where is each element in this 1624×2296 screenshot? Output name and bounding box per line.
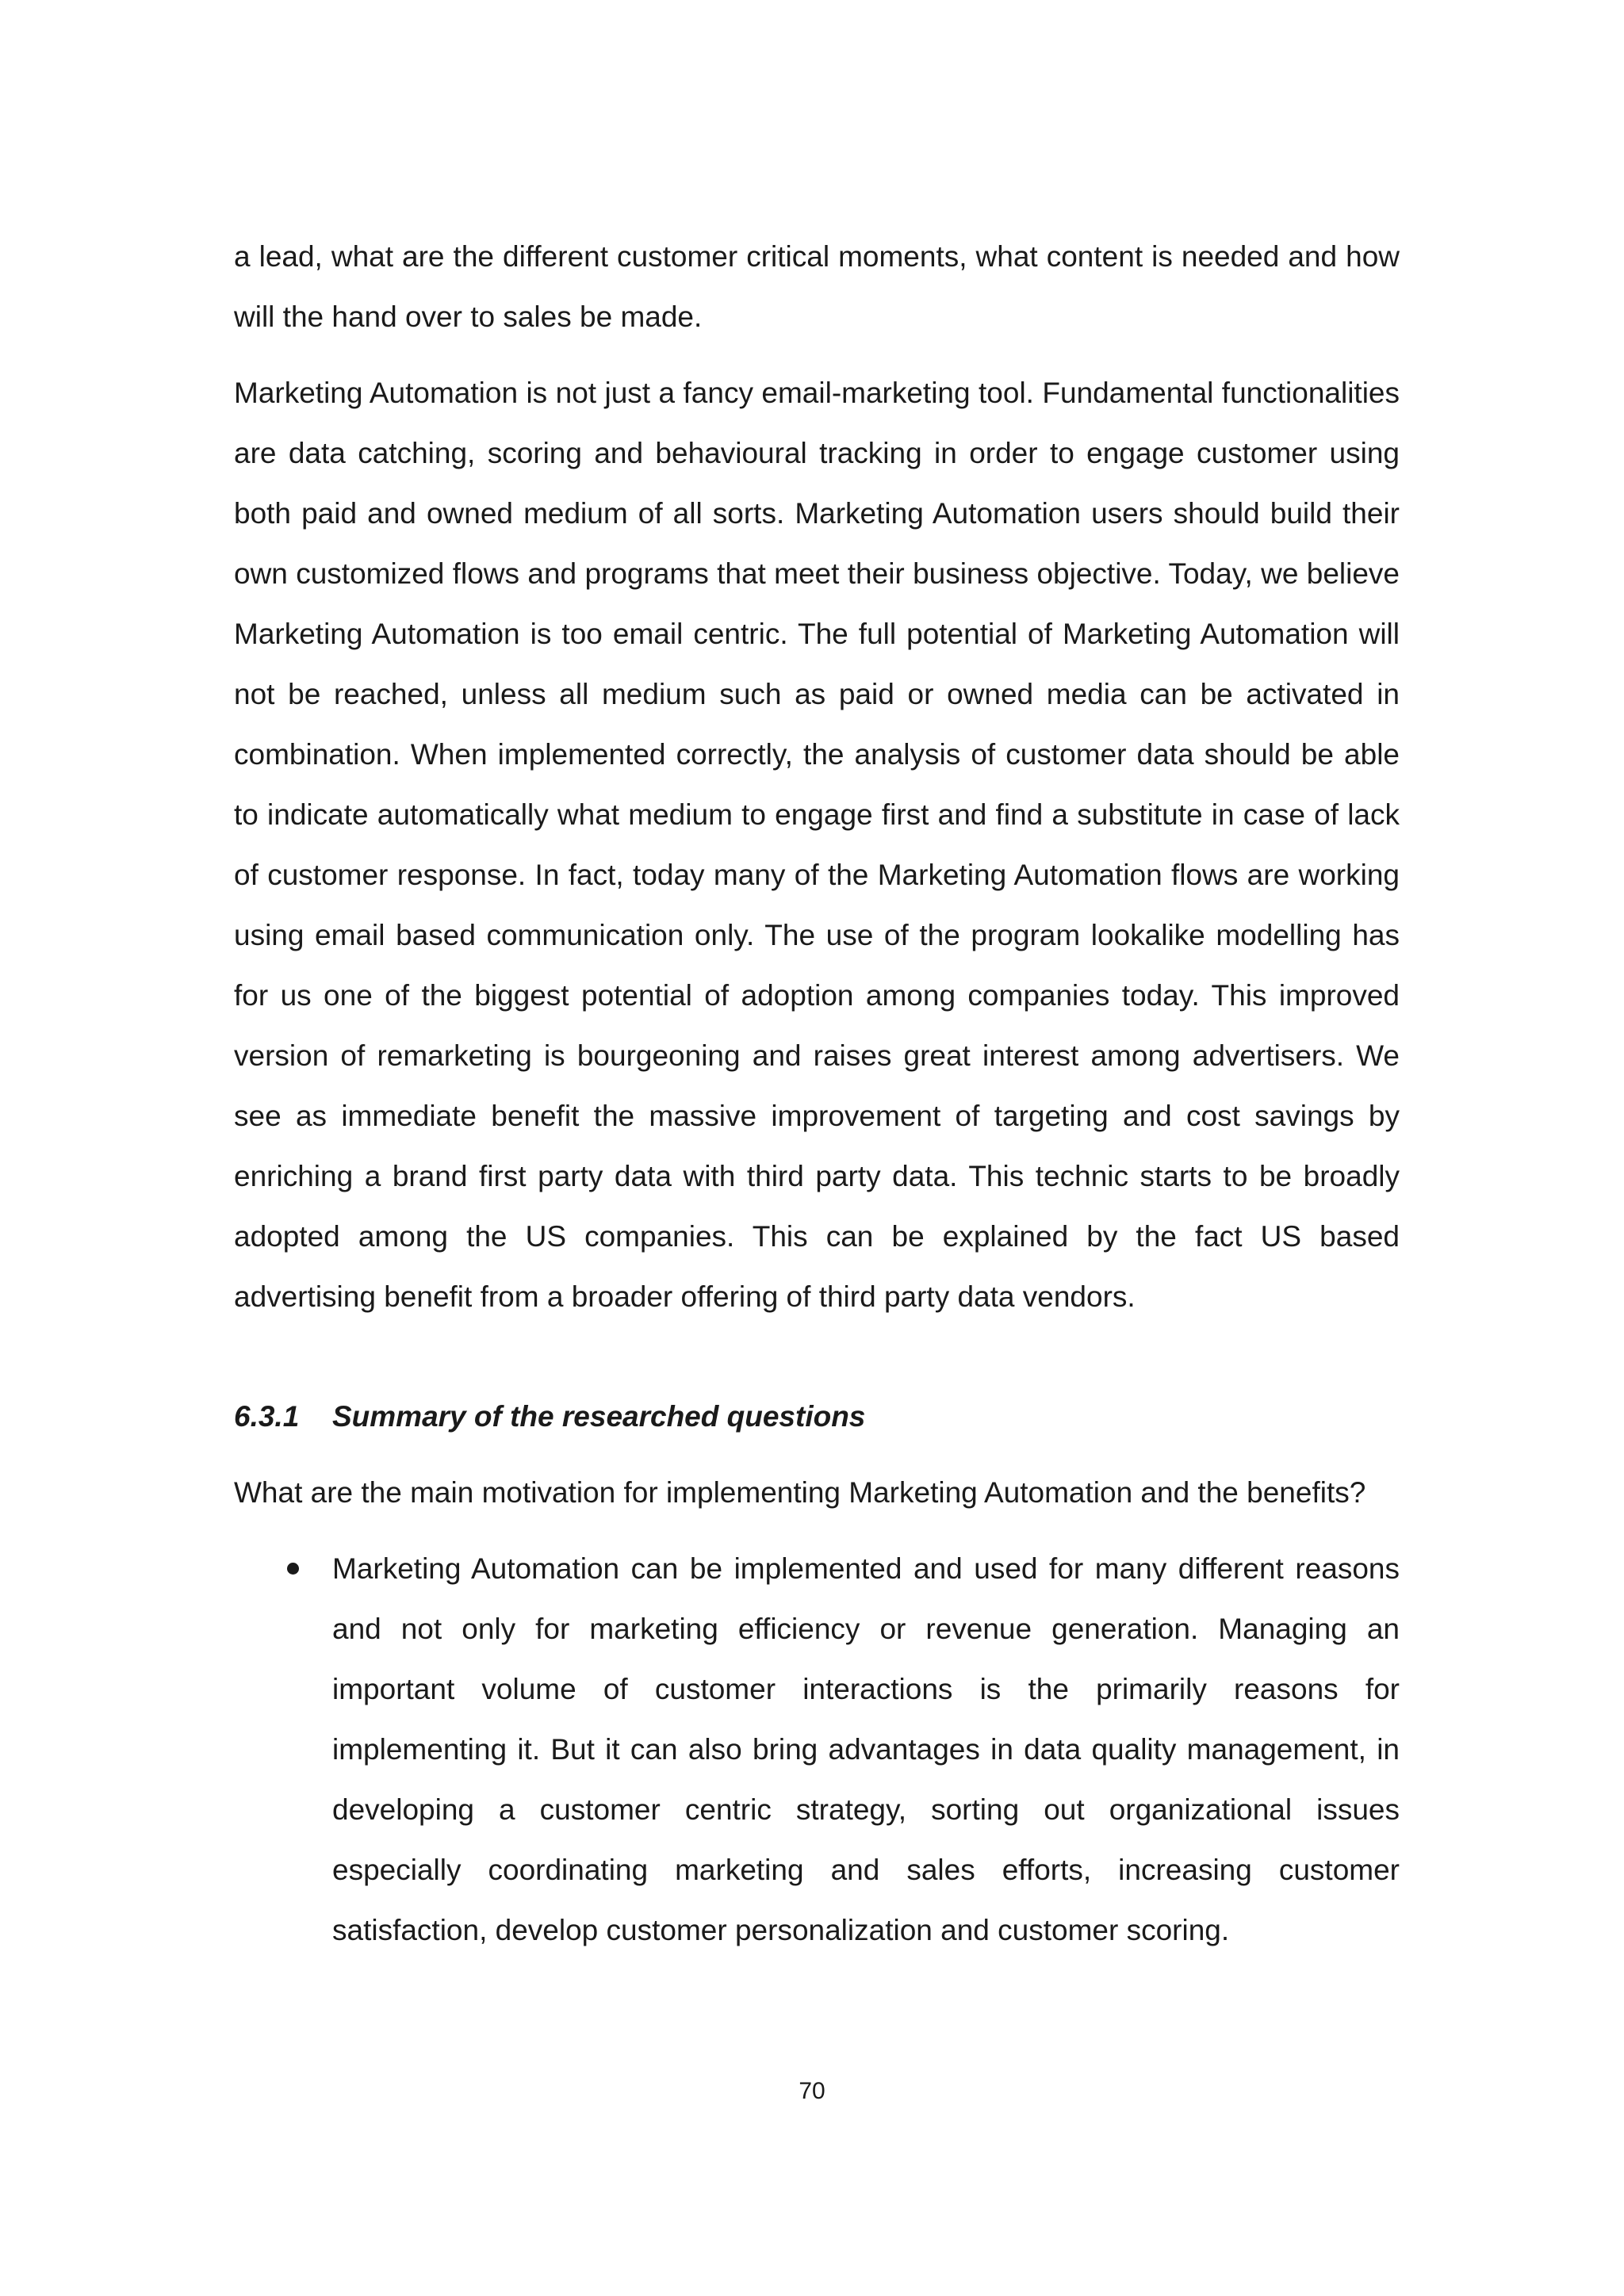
- bullet-text: Marketing Automation can be implemented and used for many different reasons and not only for marketing efficiency or revenue generation. Managing an important volume of customer interactions is the primarily reasons for implementing it. But it can also bring advantages in data quality management, in developing a customer centric strategy, sorting out organizational issues especially coordinating marketing and sales efforts, increasing customer satisfaction, develop customer personalization and customer scoring.: [332, 1552, 1400, 1946]
- list-item: [234, 1539, 1400, 1961]
- research-question: What are the main motivation for implementing Marketing Automation and the benefits?: [234, 1476, 1366, 1509]
- paragraph-marketing-automation: Marketing Automation is not just a fancy email-marketing tool. Fundamental functionalities are data catching, scoring and behavioural tracking in order to engage customer using both paid and owned medium of all sorts. Marketing Automation users should build their own customized flows and programs that meet their business objective. Today, we believe Marketing Automation is too email centric. The full potential of Marketing Automation will not be reached, unless all medium such as paid or owned media can be activated in combination. When implemented correctly, the analysis of customer data should be able to indicate automatically what medium to engage first and find a substitute in case of lack of customer response. In fact, today many of the Marketing Automation flows are working using email based communication only. The use of the program lookalike modelling has for us one of the biggest potential of adoption among companies today. This improved version of remarketing is bourgeoning and raises great interest among advertisers. We see as immediate benefit the massive improvement of targeting and cost savings by enriching a brand first party data with third party data. This technic starts to be broadly adopted among the US companies. This can be explained by the fact US based advertising benefit from a broader offering of third party data vendors.: [234, 377, 1400, 1313]
- page-number: 70: [799, 2078, 825, 2104]
- page-body: [234, 227, 1400, 1961]
- bullet-list: [234, 1539, 1400, 1961]
- bullet-icon: [287, 1563, 299, 1575]
- section-number: 6.3.1: [234, 1400, 300, 1433]
- paragraph-continuation: a lead, what are the different customer critical moments, what content is needed and how will the hand over to sales be made.: [234, 240, 1400, 333]
- section-title: Summary of the researched questions: [332, 1400, 866, 1433]
- section-heading: [234, 1387, 1400, 1447]
